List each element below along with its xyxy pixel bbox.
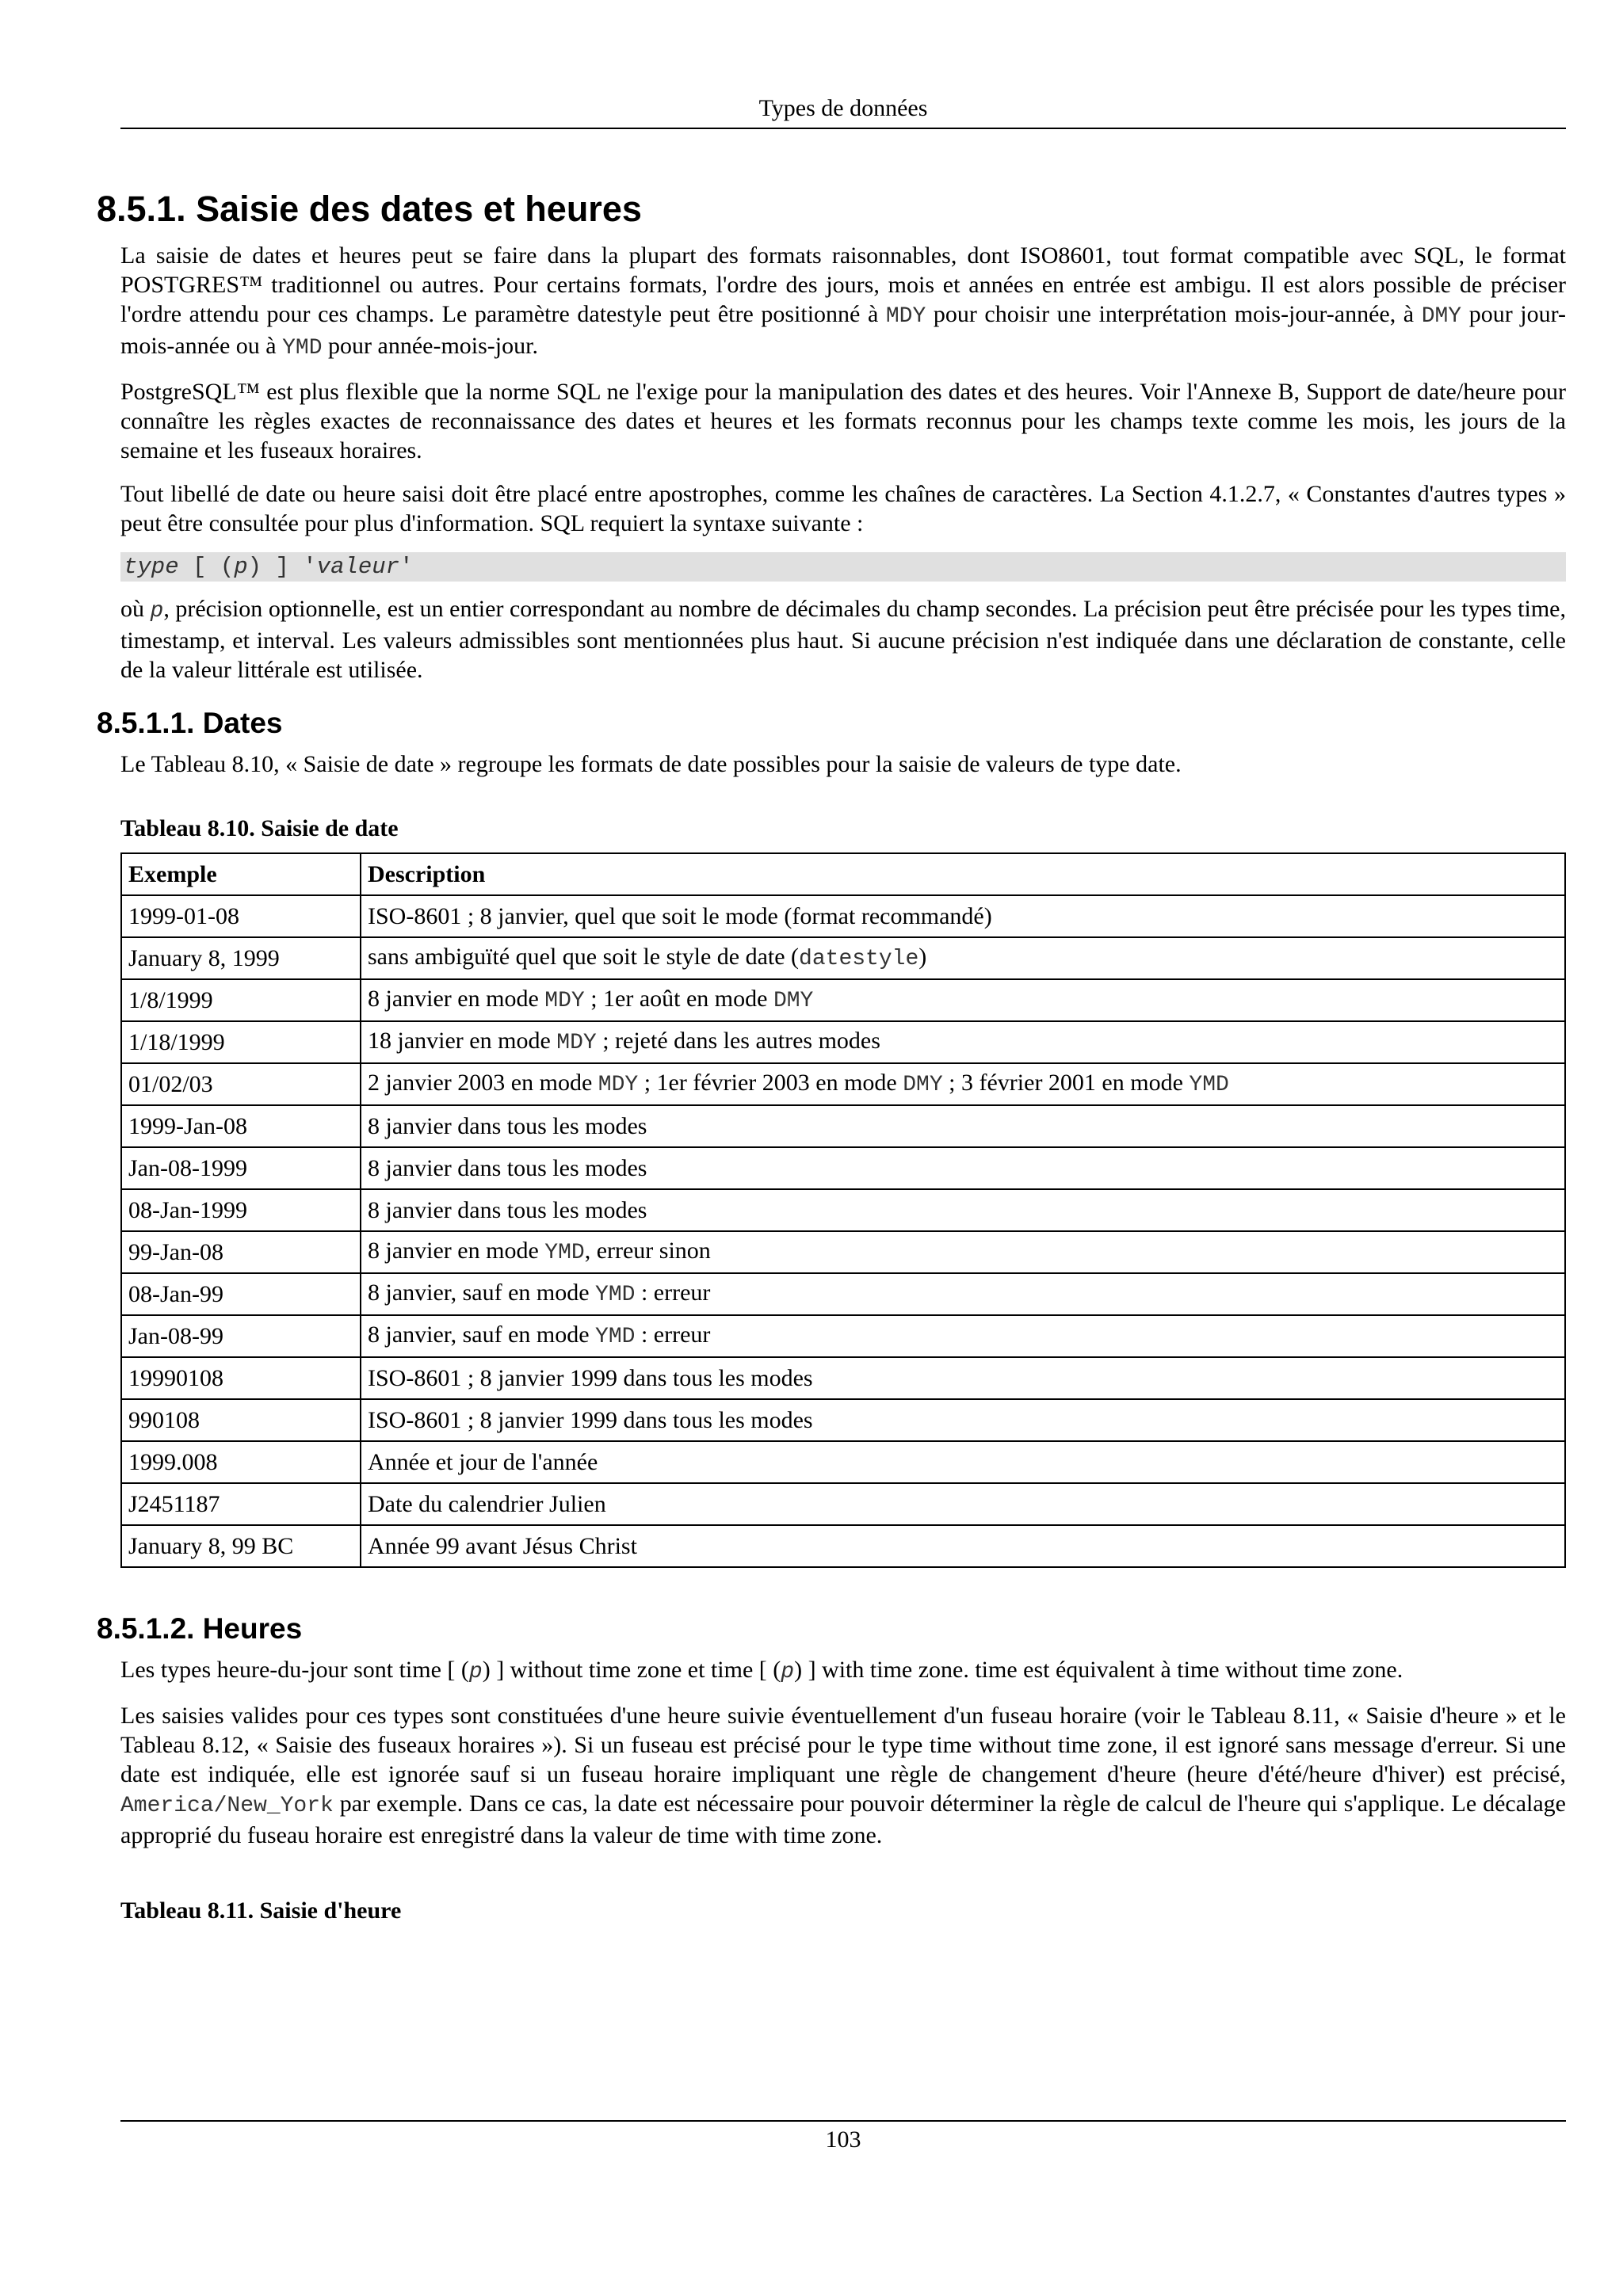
running-header: Types de données: [758, 95, 928, 121]
cell-description: [361, 1483, 1565, 1525]
description-text: ISO-8601 ; 8 janvier, quel que soit le mode (format recommandé): [368, 902, 992, 929]
column-header-description: Description: [361, 853, 1565, 895]
cell-description: [361, 1021, 1565, 1063]
description-text: ISO-8601 ; 8 janvier 1999 dans tous les modes: [368, 1364, 813, 1391]
code-token: YMD: [595, 1325, 636, 1349]
section-heading: 8.5.1. Saisie des dates et heures: [97, 189, 642, 229]
cell-description: [361, 1441, 1565, 1483]
code-timezone-example: America/New_York: [120, 1794, 334, 1818]
cell-example: 1999.008: [121, 1441, 361, 1483]
cell-example: 19990108: [121, 1357, 361, 1399]
paragraph-precision: où p, précision optionnelle, est un entier correspondant au nombre de décimales du champ secondes. La précision peut être précisée pour les types time, timestamp, et interval. Les valeurs admissibles sont mentionnées plus haut. Si aucune précision n'est indiquée dans une déclaration de constante, celle de la valeur littérale est utilisée.: [120, 596, 1566, 683]
description-text: Date du calendrier Julien: [368, 1490, 606, 1517]
table-row: [121, 1147, 1565, 1189]
code-token: YMD: [595, 1283, 636, 1307]
cell-description: [361, 1063, 1565, 1105]
table-row: [121, 1399, 1565, 1441]
code-token: DMY: [903, 1073, 943, 1097]
cell-example: 08-Jan-99: [121, 1273, 361, 1315]
description-text: ; 3 février 2001 en mode: [942, 1070, 1190, 1096]
cell-description: [361, 1315, 1565, 1357]
table-row: [121, 1441, 1565, 1483]
description-text: : erreur: [635, 1280, 711, 1306]
code-mdy: MDY: [885, 304, 926, 329]
description-text: 8 janvier, sauf en mode: [368, 1322, 596, 1348]
cell-example: 01/02/03: [121, 1063, 361, 1105]
code-token: MDY: [544, 989, 585, 1013]
cell-example: Jan-08-1999: [121, 1147, 361, 1189]
description-text: sans ambiguïté quel que soit le style de date (: [368, 944, 800, 970]
cell-example: 1999-01-08: [121, 895, 361, 937]
description-text: Année et jour de l'année: [368, 1448, 598, 1475]
table-row: [121, 1021, 1565, 1063]
cell-description: [361, 937, 1565, 979]
table-caption-date-input: Tableau 8.10. Saisie de date: [120, 815, 399, 841]
description-text: , erreur sinon: [584, 1238, 711, 1264]
syntax-box: type [ (p) ] 'valeur': [120, 552, 1566, 582]
code-dmy: DMY: [1421, 304, 1462, 329]
description-text: : erreur: [635, 1322, 711, 1348]
cell-description: [361, 1231, 1565, 1273]
code-token: DMY: [773, 989, 814, 1013]
table-row: [121, 895, 1565, 937]
cell-example: Jan-08-99: [121, 1315, 361, 1357]
description-text: Année 99 avant Jésus Christ: [368, 1532, 637, 1559]
cell-description: [361, 1105, 1565, 1147]
paragraph-time-input-rules: Les saisies valides pour ces types sont constituées d'une heure suivie éventuellement d'un fuseau horaire (voir le Tableau 8.11, « Saisie d'heure » et le Tableau 8.12, « Saisie des fuseaux horaires »). Si un fuseau est précisé pour le type time without time zone, il est ignoré sans message d'erreur. Si une date est indiquée, elle est ignorée sauf si un fuseau horaire impliquant une règle de changement d'heure (heure d'été/heure d'hiver) est précisé, America/New_York par exemple. Dans ce cas, la date est nécessaire pour pouvoir déterminer la règle de calcul de l'heure qui s'applique. Le décalage approprié du fuseau horaire est enregistré dans la valeur de time with time zone.: [120, 1703, 1566, 1848]
description-text: 8 janvier dans tous les modes: [368, 1196, 647, 1223]
cell-example: 99-Jan-08: [121, 1231, 361, 1273]
cell-example: 1999-Jan-08: [121, 1105, 361, 1147]
cell-description: [361, 895, 1565, 937]
subsection-heading-heures: 8.5.1.2. Heures: [97, 1612, 303, 1645]
table-header-row: [121, 853, 1565, 895]
paragraph-postgresql-flexibility: PostgreSQL™ est plus flexible que la norme SQL ne l'exige pour la manipulation des dates et des heures. Voir l'Annexe B, Support de date/heure pour connaître les règles exactes de reconnaissance des dates et heures et les formats reconnus pour les champs texte comme les mois, les jours de la semaine et les fuseaux horaires.: [120, 379, 1566, 463]
table-row: [121, 1231, 1565, 1273]
cell-example: 1/18/1999: [121, 1021, 361, 1063]
description-text: ): [918, 944, 927, 970]
table-caption-time-input: Tableau 8.11. Saisie d'heure: [120, 1897, 402, 1924]
cell-example: January 8, 99 BC: [121, 1525, 361, 1567]
description-text: 8 janvier en mode: [368, 986, 545, 1012]
cell-description: [361, 979, 1565, 1021]
cell-example: 08-Jan-1999: [121, 1189, 361, 1231]
table-row: [121, 1105, 1565, 1147]
cell-description: [361, 1273, 1565, 1315]
cell-example: 990108: [121, 1399, 361, 1441]
description-text: ; rejeté dans les autres modes: [596, 1028, 880, 1054]
code-token: MDY: [598, 1073, 639, 1097]
description-text: ; 1er août en mode: [584, 986, 773, 1012]
description-text: 8 janvier dans tous les modes: [368, 1154, 647, 1181]
footer-rule: [120, 2120, 1566, 2122]
description-text: ISO-8601 ; 8 janvier 1999 dans tous les modes: [368, 1406, 813, 1433]
date-input-table: [120, 852, 1566, 1568]
description-text: 8 janvier, sauf en mode: [368, 1280, 596, 1306]
column-header-example: Exemple: [121, 853, 361, 895]
cell-description: [361, 1147, 1565, 1189]
table-row: [121, 1483, 1565, 1525]
description-text: 8 janvier en mode: [368, 1238, 545, 1264]
paragraph-quoting: Tout libellé de date ou heure saisi doit être placé entre apostrophes, comme les chaînes de caractères. La Section 4.1.2.7, « Constantes d'autres types » peut être consultée pour plus d'information. SQL requiert la syntaxe suivante :: [120, 481, 1566, 536]
paragraph-dates-intro: Le Tableau 8.10, « Saisie de date » regroupe les formats de date possibles pour la saisie de valeurs de type date.: [120, 751, 1182, 777]
table-row: [121, 1315, 1565, 1357]
cell-description: [361, 1357, 1565, 1399]
description-text: 18 janvier en mode: [368, 1028, 557, 1054]
description-text: 8 janvier dans tous les modes: [368, 1112, 647, 1139]
table-row: [121, 1189, 1565, 1231]
page-content: [97, 187, 1566, 1925]
table-row: [121, 1063, 1565, 1105]
table-row: [121, 1357, 1565, 1399]
cell-description: [361, 1189, 1565, 1231]
cell-description: [361, 1399, 1565, 1441]
paragraph-date-input-formats: La saisie de dates et heures peut se faire dans la plupart des formats raisonnables, dont ISO8601, tout format compatible avec SQL, le format POSTGRES™ traditionnel ou autres. Pour certains formats, l'ordre des jours, mois et années en entrée est ambigu. Il est alors possible de préciser l'ordre attendu pour ces champs. Le paramètre datestyle peut être positionné à MDY pour choisir une interprétation mois-jour-année, à DMY pour jour-mois-année ou à YMD pour année-mois-jour.: [120, 242, 1566, 360]
code-ymd: YMD: [282, 336, 323, 360]
table-row: [121, 1525, 1565, 1567]
cell-example: J2451187: [121, 1483, 361, 1525]
code-token: YMD: [1189, 1073, 1229, 1097]
description-text: ; 1er février 2003 en mode: [638, 1070, 903, 1096]
header-rule: [120, 128, 1566, 129]
paragraph-time-types: Les types heure-du-jour sont time [ (p) ] without time zone et time [ (p) ] with time zone. time est équivalent à time without time zone.: [120, 1657, 1403, 1684]
code-token: MDY: [556, 1031, 597, 1055]
table-row: [121, 937, 1565, 979]
page-number: 103: [825, 2126, 861, 2153]
subsection-heading-dates: 8.5.1.1. Dates: [97, 707, 283, 739]
cell-example: 1/8/1999: [121, 979, 361, 1021]
table-row: [121, 979, 1565, 1021]
cell-example: January 8, 1999: [121, 937, 361, 979]
code-token: datestyle: [799, 947, 919, 971]
cell-description: [361, 1525, 1565, 1567]
code-token: YMD: [544, 1241, 585, 1265]
description-text: 2 janvier 2003 en mode: [368, 1070, 598, 1096]
table-row: [121, 1273, 1565, 1315]
